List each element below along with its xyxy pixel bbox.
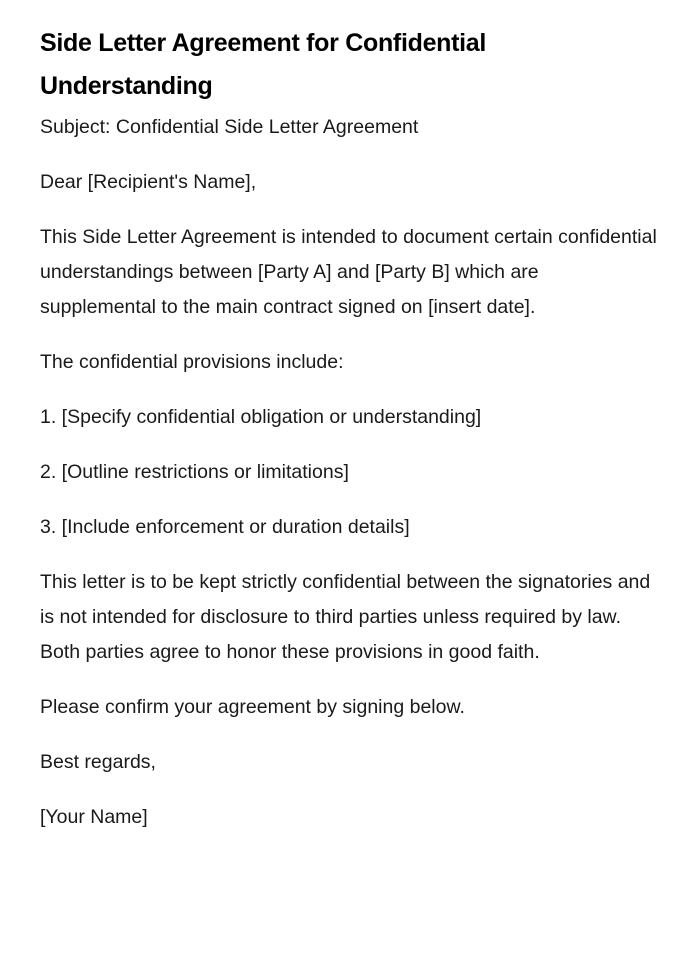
intro-paragraph: This Side Letter Agreement is intended to document certain confidential understandings between [Party A] and [Party B] which are supplemental to the main contract signed on [insert date]. — [40, 226, 657, 318]
subject-line: Subject: Confidential Side Letter Agreement — [40, 116, 419, 138]
provisions-intro: The confidential provisions include: — [40, 351, 344, 373]
document-title: Side Letter Agreement for Confidential Understanding — [40, 29, 487, 100]
confirm-paragraph: Please confirm your agreement by signing below. — [40, 696, 465, 718]
closing: Best regards, — [40, 751, 156, 773]
provision-item: 2. [Outline restrictions or limitations] — [40, 461, 349, 483]
provision-item: 3. [Include enforcement or duration details] — [40, 516, 410, 538]
signature: [Your Name] — [40, 806, 148, 828]
salutation: Dear [Recipient's Name], — [40, 171, 257, 193]
confidentiality-paragraph: This letter is to be kept strictly confidential between the signatories and is not intended for disclosure to third parties unless required by law. Both parties agree to honor these provisions in good faith. — [40, 571, 651, 663]
provision-item: 1. [Specify confidential obligation or understanding] — [40, 406, 482, 428]
